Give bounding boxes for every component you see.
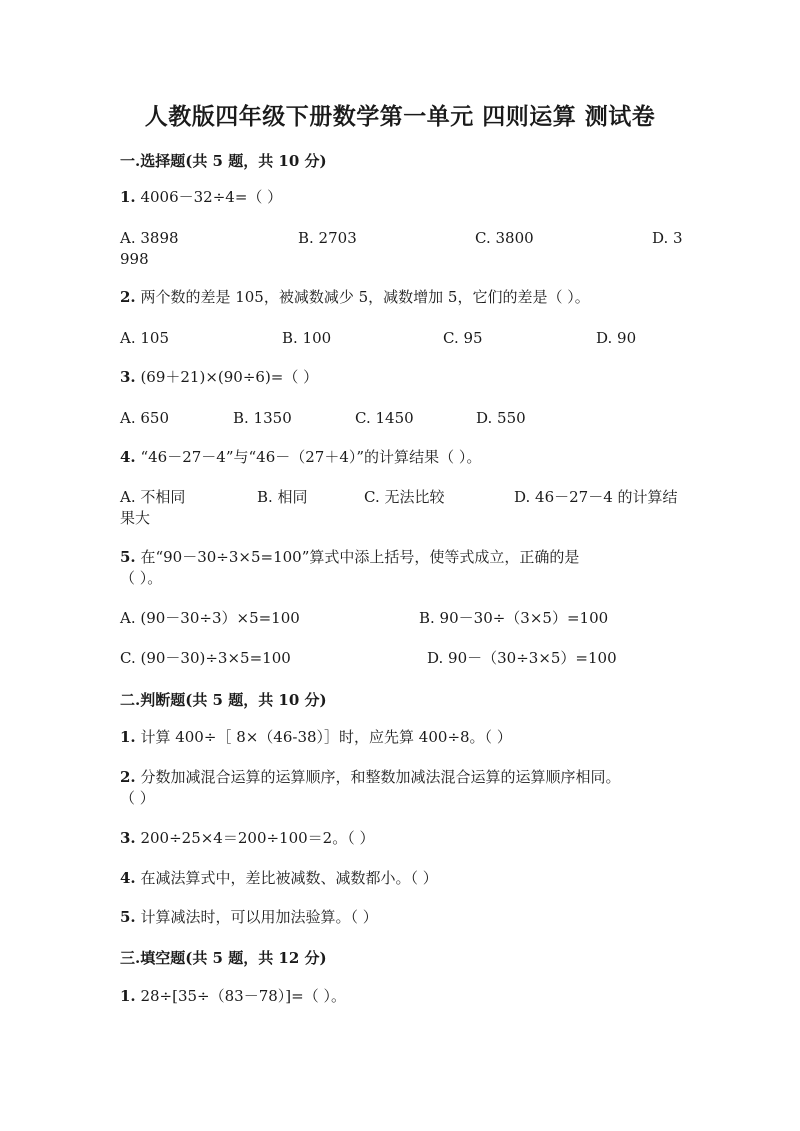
question-number: 1. — [120, 188, 136, 206]
option-d-continued: 998 — [120, 250, 149, 268]
option-b: B. 1350 — [233, 409, 292, 427]
option-b: B. 90－30÷（3×5）=100 — [419, 609, 609, 627]
question-number: 3. — [120, 829, 136, 847]
question-number: 1. — [120, 728, 136, 746]
option-a: A. 不相同 — [120, 488, 186, 506]
option-d: D. 90－（30÷3×5）=100 — [427, 649, 617, 667]
section-heading-choice: 一.选择题(共 5 题，共 10 分) — [120, 152, 327, 170]
option-c: C. 无法比较 — [364, 488, 445, 506]
option-b: B. 100 — [282, 329, 332, 347]
option-d: D. 3 — [652, 229, 683, 247]
option-d: D. 550 — [476, 409, 526, 427]
option-a: A. 105 — [120, 329, 169, 347]
question-text-continued: （ ）。 — [120, 569, 163, 587]
question-text: “46－27－4”与“46－（27＋4）”的计算结果（ ）。 — [140, 448, 482, 466]
question-text: 两个数的差是 105，被减数减少 5，减数增加 5，它们的差是（ ）。 — [140, 288, 590, 306]
question-3-1 — [120, 986, 690, 1007]
page-title: 人教版四年级下册数学第一单元 四则运算 测试卷 — [144, 103, 656, 130]
option-a: A. 3898 — [120, 229, 179, 247]
question-number: 2. — [120, 288, 136, 306]
question-1-5 — [120, 547, 690, 568]
question-1-4 — [120, 447, 690, 468]
question-1-2 — [120, 287, 690, 308]
option-b: B. 相同 — [257, 488, 308, 506]
option-c: C. 3800 — [475, 229, 534, 247]
question-text-continued: （ ） — [120, 789, 155, 807]
option-d: D. 90 — [596, 329, 637, 347]
question-text: 计算 400÷［ 8×（46-38）］时，应先算 400÷8。（ ） — [140, 728, 512, 746]
question-text: 分数加减混合运算的运算顺序，和整数加减法混合运算的运算顺序相同。 — [140, 768, 621, 786]
question-2-4 — [120, 868, 690, 889]
section-heading-fill-blank: 三.填空题(共 5 题，共 12 分) — [120, 949, 327, 967]
question-text: 在减法算式中，差比被减数、减数都小。（ ） — [140, 869, 438, 887]
question-number: 1. — [120, 987, 136, 1005]
question-1-1 — [120, 187, 690, 208]
question-number: 3. — [120, 368, 136, 386]
question-2-2 — [120, 767, 690, 788]
question-number: 2. — [120, 768, 136, 786]
question-number: 4. — [120, 448, 136, 466]
option-d-continued: 果大 — [120, 509, 151, 527]
question-2-1 — [120, 727, 690, 748]
question-1-3 — [120, 367, 690, 388]
option-a: A. (90－30÷3）×5=100 — [120, 609, 300, 627]
option-a: A. 650 — [120, 409, 169, 427]
question-text: 28÷[35÷（83－78）]=（ ）。 — [140, 987, 346, 1005]
option-d: D. 46－27－4 的计算结 — [514, 488, 678, 506]
option-c: C. (90－30)÷3×5=100 — [120, 649, 291, 667]
question-text: 4006－32÷4=（ ） — [140, 188, 283, 206]
question-number: 5. — [120, 548, 136, 566]
question-2-3 — [120, 828, 690, 849]
option-c: C. 95 — [443, 329, 483, 347]
question-text: 计算减法时，可以用加法验算。（ ） — [140, 908, 378, 926]
question-number: 4. — [120, 869, 136, 887]
question-text: 200÷25×4＝200÷100＝2。（ ） — [140, 829, 375, 847]
option-b: B. 2703 — [298, 229, 357, 247]
section-heading-judgment: 二.判断题(共 5 题，共 10 分) — [120, 691, 327, 709]
option-c: C. 1450 — [355, 409, 414, 427]
question-text: (69＋21)×(90÷6)=（ ） — [140, 368, 319, 386]
question-number: 5. — [120, 908, 136, 926]
question-text: 在“90－30÷3×5=100”算式中添上括号，使等式成立，正确的是 — [140, 548, 580, 566]
question-2-5 — [120, 907, 690, 928]
